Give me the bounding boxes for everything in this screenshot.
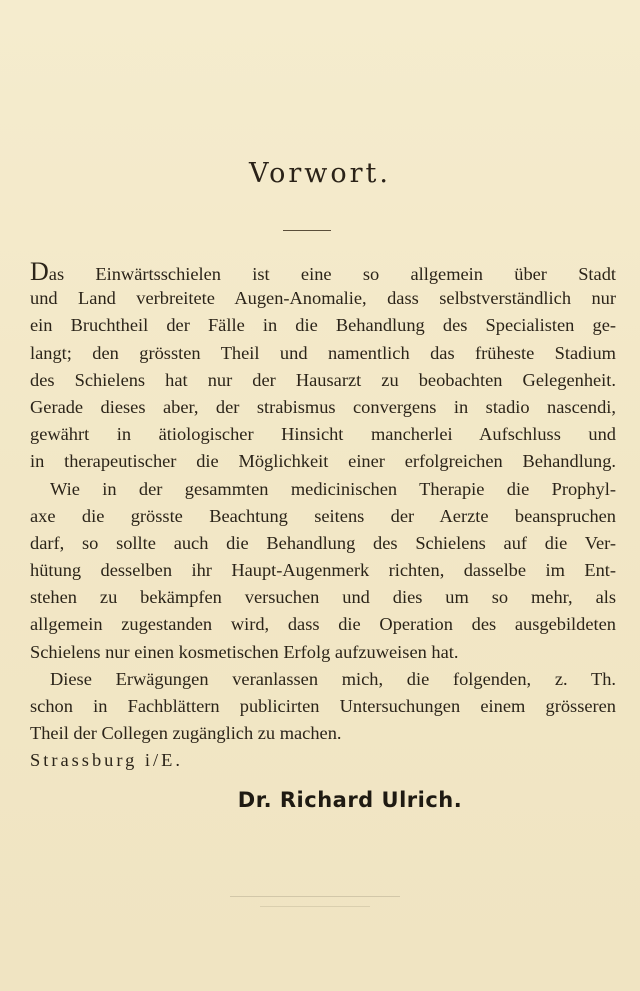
title-divider [283,230,331,231]
text-line: ein Bruchtheil der Fälle in die Behandlung des Specialisten ge- [30,315,616,336]
text-line: Theil der Collegen zugänglich zu machen. [30,723,342,744]
faint-show-through-line [260,906,370,907]
preface-text [30,258,616,775]
text-line: Wie in der gesammten medicinischen Therapie die Prophyl- [50,478,616,499]
line-text: as Einwärtsschielen ist eine so allgemein über Stadt [48,264,616,284]
text-line: Gerade dieses aber, der strabismus convergens in stadio nascendi, [30,396,616,417]
drop-cap: D [30,257,49,286]
text-line [30,258,616,285]
text-line: hütung desselben ihr Haupt-Augenmerk richten, dasselbe im Ent- [30,560,616,581]
text-line: darf, so sollte auch die Behandlung des Schielens auf die Ver- [30,532,616,553]
text-line: Diese Erwägungen veranlassen mich, die folgenden, z. Th. [50,668,616,689]
page-title: Vorwort. [249,158,391,189]
signature: Dr. Richard Ulrich. [237,788,463,812]
text-line: in therapeutischer die Möglichkeit einer erfolgreichen Behandlung. [30,451,616,472]
text-line: des Schielens hat nur der Hausarzt zu beobachten Gelegenheit. [30,369,616,390]
text-line: Schielens nur einen kosmetischen Erfolg aufzuweisen hat. [30,641,459,662]
text-line: gewährt in ätiologischer Hinsicht mancherlei Aufschluss und [30,424,616,445]
text-line: und Land verbreitete Augen-Anomalie, dass selbstverständlich nur [30,288,616,309]
text-line: allgemein zugestanden wird, dass die Operation des ausgebildeten [30,614,616,635]
text-line: axe die grösste Beachtung seitens der Aerzte beanspruchen [30,505,616,526]
text-line: stehen zu bekämpfen versuchen und dies um so mehr, als [30,587,616,608]
text-line: langt; den grössten Theil und namentlich das früheste Stadium [30,342,616,363]
place-date: Strassburg i/E. [30,750,183,771]
faint-show-through-line [230,896,400,897]
text-line: schon in Fachblättern publicirten Untersuchungen einem grösseren [30,696,616,716]
